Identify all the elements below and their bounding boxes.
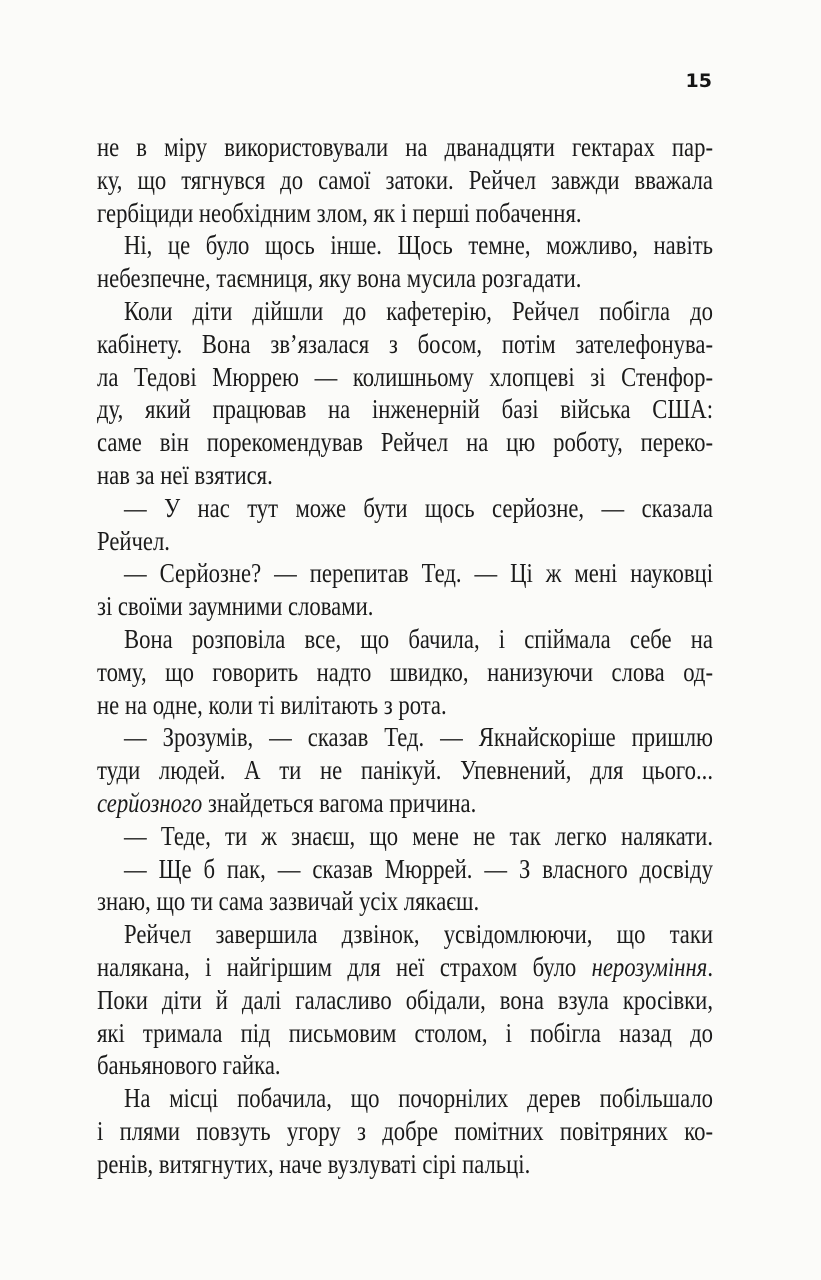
text-segment: . <box>707 951 713 982</box>
text-line-content <box>97 328 713 361</box>
text-line <box>97 721 713 754</box>
text-line-content <box>124 229 713 262</box>
text-line <box>97 754 713 787</box>
text-line <box>97 131 713 164</box>
text-segment: не на одне, коли ті вилітають з рота. <box>97 689 447 720</box>
text-segment: Поки діти й далі галасливо обідали, вона взула кросівки, <box>97 984 713 1015</box>
text-line <box>97 1017 713 1050</box>
body-text <box>97 131 713 1181</box>
text-line-content <box>124 557 713 590</box>
text-segment: тому, що говорить надто швидко, нанизуючи слова од- <box>97 656 713 687</box>
text-line <box>97 918 713 951</box>
text-segment: Коли діти дійшли до кафетерію, Рейчел побігла до <box>124 295 713 326</box>
text-segment: — Ще б пак, — сказав Мюррей. — З власного досвіду <box>124 853 713 884</box>
text-line <box>97 557 713 590</box>
text-segment: ренів, витягнутих, наче вузлуваті сірі пальці. <box>97 1148 531 1179</box>
text-segment: Ні, це було щось інше. Щось темне, можливо, навіть <box>124 230 713 261</box>
italic-text: нерозуміння <box>591 951 708 982</box>
text-line-content <box>97 656 713 689</box>
text-line-content <box>97 459 273 492</box>
text-line-content <box>97 426 713 459</box>
text-segment: саме він порекомендував Рейчел на цю роботу, переко- <box>97 427 714 458</box>
text-segment: знаю, що ти сама зазвичай усіх лякаєш. <box>97 886 480 917</box>
text-line-content <box>97 1148 530 1181</box>
text-line-content <box>97 131 713 164</box>
text-line <box>97 361 713 394</box>
text-line <box>97 656 713 689</box>
text-line <box>97 951 713 984</box>
text-line <box>97 1148 713 1181</box>
text-segment: ду, який працював на інженерній базі війська США: <box>97 394 713 425</box>
text-line <box>97 229 713 262</box>
text-line-content <box>97 1049 281 1082</box>
text-line-content <box>97 689 447 722</box>
text-segment: баньянового гайка. <box>97 1050 281 1081</box>
text-segment: — У нас тут може бути щось серйозне, — сказала <box>124 492 713 523</box>
text-line <box>97 164 713 197</box>
text-line-content <box>124 853 713 886</box>
text-segment: ку, що тягнувся до самої затоки. Рейчел завжди вважала <box>97 164 713 195</box>
text-line <box>97 262 713 295</box>
text-line-content <box>97 984 713 1017</box>
text-line-content <box>97 590 373 623</box>
text-line <box>97 590 713 623</box>
text-segment: ла Тедові Мюррею — колишньому хлопцеві зі Стенфор- <box>97 361 714 392</box>
text-segment: кабінету. Вона зв’язалася з босом, потім зателефонува- <box>97 328 714 359</box>
text-segment: налякана, і найгіршим для неї страхом було <box>97 951 592 982</box>
text-segment: — Теде, ти ж знаєш, що мене не так легко налякати. <box>124 820 713 851</box>
text-line-content <box>124 918 713 951</box>
text-line-content <box>124 295 713 328</box>
text-line <box>97 459 713 492</box>
text-segment: Вона розповіла все, що бачила, і спіймала себе на <box>124 623 713 654</box>
text-line-content <box>97 164 713 197</box>
text-line <box>97 623 713 656</box>
text-line-content <box>97 361 713 394</box>
text-segment: Рейчел завершила дзвінок, усвідомлюючи, що таки <box>124 919 713 950</box>
text-line-content <box>97 262 581 295</box>
text-line <box>97 525 713 558</box>
text-segment: нав за неї взятися. <box>97 459 273 490</box>
text-line-content <box>97 787 476 820</box>
text-line-content <box>97 525 170 558</box>
text-segment: — Зрозумів, — сказав Тед. — Якнайскоріше пришлю <box>124 722 714 753</box>
text-segment: зі своїми заумними словами. <box>97 591 374 622</box>
text-line-content <box>97 885 479 918</box>
text-line-content <box>124 623 713 656</box>
text-segment: туди людей. А ти не панікуй. Упевнений, для цього... <box>97 755 714 786</box>
text-line <box>97 820 713 853</box>
text-line-content <box>97 197 582 230</box>
text-line-content <box>97 1017 713 1050</box>
text-line <box>97 787 713 820</box>
text-line-content <box>124 820 713 853</box>
text-line <box>97 492 713 525</box>
text-line <box>97 853 713 886</box>
text-segment: Рейчел. <box>97 525 170 556</box>
text-line-content <box>97 754 713 787</box>
text-segment: гербіциди необхідним злом, як і перші побачення. <box>97 197 582 228</box>
text-line-content <box>124 721 713 754</box>
page-number: 15 <box>685 70 712 92</box>
text-segment: не в міру використовували на дванадцяти гектарах пар- <box>97 132 713 162</box>
text-line-content <box>124 1082 713 1115</box>
text-line-content <box>124 492 713 525</box>
text-line <box>97 689 713 722</box>
text-line <box>97 1115 713 1148</box>
text-segment: які тримала під письмовим столом, і побігла назад до <box>97 1017 713 1048</box>
text-line <box>97 295 713 328</box>
text-line <box>97 1082 713 1115</box>
italic-text: серйозного <box>97 787 203 818</box>
text-line <box>97 328 713 361</box>
text-segment: і плями повзуть угору з добре помітних повітряних ко- <box>97 1115 714 1146</box>
text-segment: знайдеться вагома причина. <box>202 787 477 818</box>
text-line <box>97 426 713 459</box>
text-segment: небезпечне, таємниця, яку вона мусила розгадати. <box>97 263 582 294</box>
text-segment: — Серйозне? — перепитав Тед. — Ці ж мені науковці <box>124 558 713 589</box>
text-line-content <box>97 393 713 426</box>
text-line <box>97 885 713 918</box>
text-line <box>97 197 713 230</box>
text-line-content <box>97 1115 713 1148</box>
text-line <box>97 1049 713 1082</box>
text-line-content <box>97 951 713 984</box>
text-segment: На місці побачила, що почорнілих дерев побільшало <box>124 1083 713 1114</box>
text-line <box>97 984 713 1017</box>
text-line <box>97 393 713 426</box>
